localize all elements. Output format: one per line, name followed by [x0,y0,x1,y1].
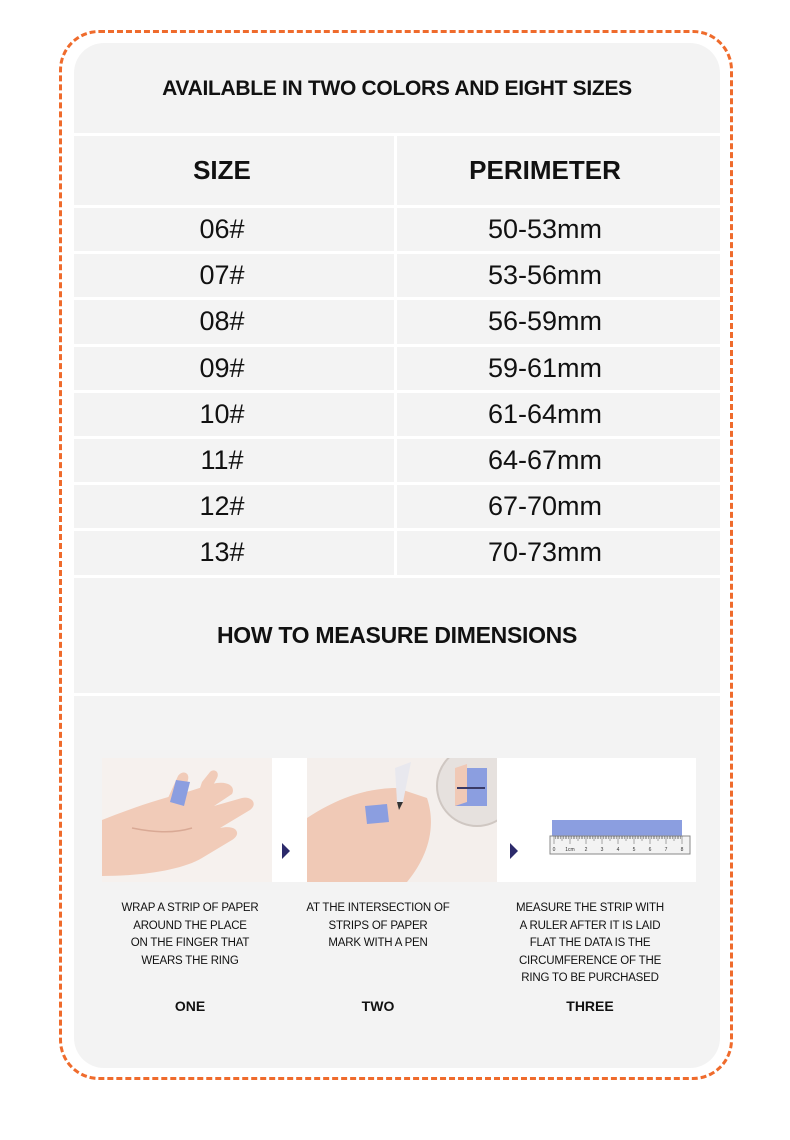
arrow-right-icon [282,843,290,859]
ruler-tick-label: 4 [616,847,620,853]
size-cell: 11# [200,445,244,476]
step-one-label: ONE [174,998,206,1014]
table-row [74,439,720,482]
caption-line: MEASURE THE STRIP WITH [516,902,664,914]
table-row [74,485,720,528]
ruler-measurement-image [542,758,696,882]
size-cell: 07# [199,260,245,291]
table-row [74,347,720,390]
page-title: AVAILABLE IN TWO COLORS AND EIGHT SIZES [162,77,632,100]
ruler-tick-label: 6 [648,847,652,853]
table-row [74,208,720,251]
caption-line: WRAP A STRIP OF PAPER [121,902,259,914]
step-caption [95,900,285,970]
ruler-tick-label: 7 [664,847,668,853]
perimeter-cell: 53-56mm [487,260,603,291]
perimeter-cell: 70-73mm [487,537,603,568]
size-chart-card [74,43,720,1068]
ruler-tick-label: 1cm [565,847,575,853]
size-cell: 09# [199,352,245,383]
perimeter-cell: 50-53mm [487,214,603,245]
caption-line: WEARS THE RING [141,954,239,967]
divider [74,693,720,696]
caption-line: A RULER AFTER IT IS LAID [519,919,661,932]
size-cell: 10# [199,398,245,429]
ruler-tick-label: 5 [632,847,636,853]
table-row [74,531,720,574]
caption-line: RING TO BE PURCHASED [521,972,659,984]
measuring-steps-illustration [102,758,696,882]
caption-line: ON THE FINGER THAT [130,937,250,949]
ruler-tick-label: 8 [680,847,684,853]
perimeter-cell: 61-64mm [487,398,603,429]
caption-line: CIRCUMFERENCE OF THE [518,954,662,967]
step-two-label: TWO [361,998,395,1014]
measure-section-title: HOW TO MEASURE DIMENSIONS [216,621,578,648]
table-row [74,393,720,436]
caption-line: AT THE INTERSECTION OF [306,902,450,914]
size-cell: 08# [199,306,245,337]
ruler-tick-label: 2 [584,847,588,853]
perimeter-cell: 56-59mm [487,306,603,337]
perimeter-cell: 59-61mm [487,352,603,383]
arrow-right-icon [510,843,518,859]
paper-strip-icon [552,820,682,836]
caption-line: FLAT THE DATA IS THE [529,937,651,949]
perimeter-cell: 67-70mm [487,491,603,522]
paper-strip-icon [365,804,389,824]
perimeter-cell: 64-67mm [487,445,603,476]
caption-line: MARK WITH A PEN [328,937,428,949]
size-cell: 12# [199,491,245,522]
hand-with-paper-strip-image [102,758,272,882]
caption-line: AROUND THE PLACE [133,919,247,932]
step-caption [283,900,473,953]
column-header-size: SIZE [193,154,251,185]
step-caption [495,900,685,988]
caption-line: STRIPS OF PAPER [328,919,428,932]
size-cell: 13# [199,537,245,568]
table-row [74,300,720,343]
size-cell: 06# [199,214,245,245]
column-header-perimeter: PERIMETER [469,154,621,185]
ruler-tick-label: 0 [552,847,556,853]
table-row [74,254,720,297]
step-three-label: THREE [566,998,614,1014]
pen-marking-strip-image [307,758,497,882]
ruler-tick-label: 3 [600,847,604,853]
table-header-row [74,135,720,205]
